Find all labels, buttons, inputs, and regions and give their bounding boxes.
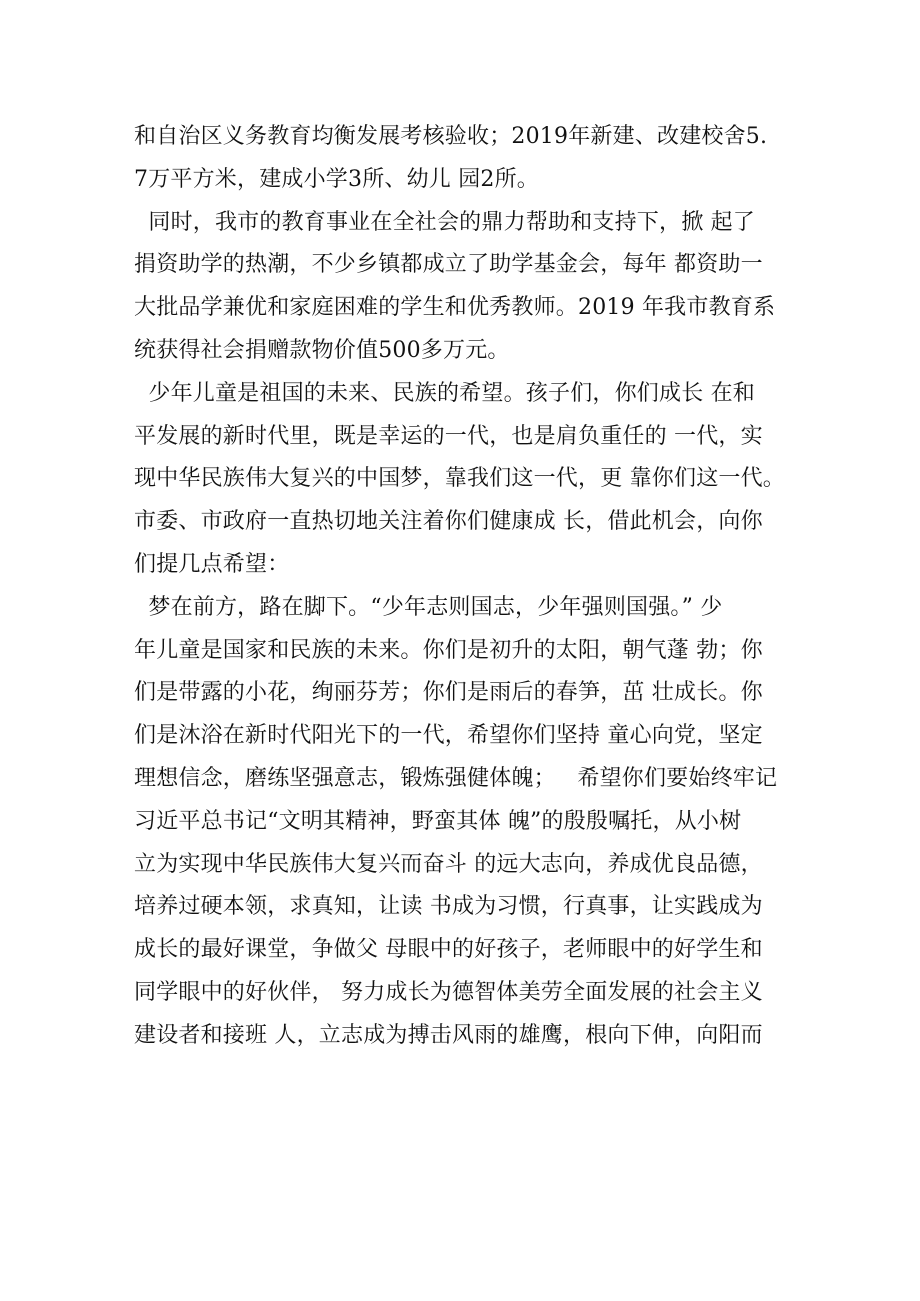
text-line: 们提几点希望： bbox=[134, 551, 290, 577]
text-line: 年儿童是国家和民族的未来。你们是初升的太阳，朝气蓬 勃；你 bbox=[134, 637, 763, 663]
text-line: 同学眼中的好伙伴， 努力成长为德智体美劳全面发展的社会主义 bbox=[134, 979, 763, 1005]
text-line: 统获得社会捐赠款物价值500多万元。 bbox=[134, 337, 510, 363]
text-line: 理想信念，磨练坚强意志，锻炼强健体魄； 希望你们要始终牢记 bbox=[134, 765, 778, 791]
text-line: 和自治区义务教育均衡发展考核验收；2019年新建、改建校舍5. bbox=[134, 124, 768, 149]
text-line: 培养过硬本领，求真知，让读 书成为习惯，行真事，让实践成为 bbox=[134, 894, 763, 920]
text-line: 们是沐浴在新时代阳光下的一代，希望你们坚持 童心向党，坚定 bbox=[134, 723, 763, 749]
text-line: 平发展的新时代里，既是幸运的一代，也是肩负重任的 一代，实 bbox=[134, 423, 763, 449]
text-line: 同时，我市的教育事业在全社会的鼎力帮助和支持下，掀 起了 bbox=[134, 209, 755, 235]
text-line: 立为实现中华民族伟大复兴而奋斗 的远大志向，养成优良品德， bbox=[134, 851, 763, 877]
text-line: 市委、市政府一直热切地关注着你们健康成 长，借此机会，向你 bbox=[134, 509, 763, 535]
document-body bbox=[134, 116, 794, 1058]
text-line: 梦在前方，路在脚下。“少年志则国志，少年强则国强。” 少 bbox=[134, 594, 723, 620]
text-line: 成长的最好课堂，争做父 母眼中的好孩子，老师眼中的好学生和 bbox=[134, 937, 763, 963]
text-line: 捐资助学的热潮，不少乡镇都成立了助学基金会，每年 都资助一 bbox=[134, 252, 763, 278]
text-line: 7万平方米，建成小学3所、幼儿 园2所。 bbox=[134, 166, 539, 192]
text-line: 现中华民族伟大复兴的中国梦，靠我们这一代，更 靠你们这一代。 bbox=[134, 466, 785, 492]
text-line: 建设者和接班 人，立志成为搏击风雨的雄鹰，根向下伸，向阳而 bbox=[134, 1022, 763, 1048]
text-line: 大批品学兼优和家庭困难的学生和优秀教师。2019 年我市教育系 bbox=[134, 295, 776, 321]
text-line: 习近平总书记“文明其精神，野蛮其体 魄”的殷殷嘱托，从小树 bbox=[134, 808, 742, 834]
text-line: 少年儿童是祖国的未来、民族的希望。孩子们，你们成长 在和 bbox=[134, 380, 755, 406]
text-line: 们是带露的小花，绚丽芬芳；你们是雨后的春笋，茁 壮成长。你 bbox=[134, 680, 763, 706]
